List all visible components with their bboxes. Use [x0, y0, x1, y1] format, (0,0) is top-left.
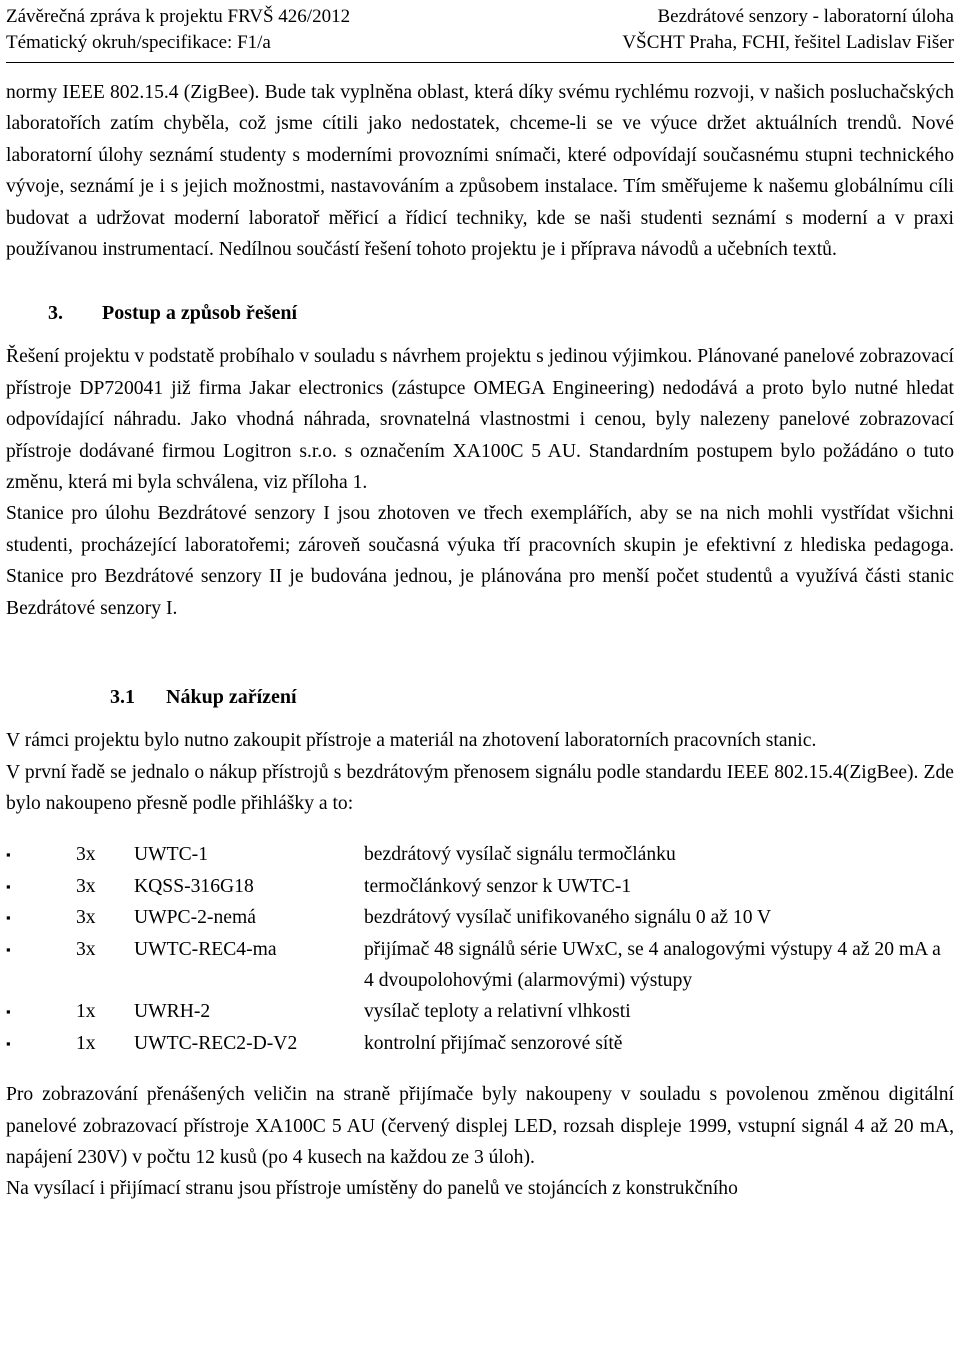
item-count: 3x	[76, 938, 96, 960]
list-item	[6, 996, 954, 1027]
section-3-1-paragraph-4: Na vysílací i přijímací stranu jsou přístroje umístěny do panelů ve stojáncích z konstrukčního	[6, 1178, 738, 1200]
intro-paragraph: normy IEEE 802.15.4 (ZigBee). Bude tak vyplněna oblast, která díky svému rychlému rozvoji, v našich posluchačských laboratořích zatím chyběla, což jsme cítili jako nedostatek, chceme-li se ve výuce držet aktuálních trendů. Nové laboratorní úlohy seznámí studenty s moderními provozními snímači, které odpovídají současnému stupni technického vývoje, seznámí je i s jejich možnostmi, nastavováním a způsobem instalace. Tím směřujeme k našemu globálnímu cíli budovat a udržovat moderní laboratoř měřicí a řídicí techniky, kde se naši studenti seznámí s moderní a v praxi používanou instrumentací. Nedílnou součástí řešení tohoto projektu je i příprava návodů a učebních textů.	[6, 82, 954, 261]
section-3-number: 3.	[48, 302, 63, 325]
bullet-icon	[6, 871, 76, 902]
header-topic: Tématický okruh/specifikace: F1/a	[6, 32, 271, 53]
section-3-1-title: Nákup zařízení	[166, 686, 297, 709]
bullet-icon	[6, 996, 76, 1027]
section-3-1-heading	[6, 682, 954, 713]
item-description: vysílač teploty a relativní vlhkosti	[364, 1001, 631, 1023]
section-3-1-number: 3.1	[110, 686, 135, 709]
item-model: UWPC-2-nemá	[134, 907, 256, 929]
bullet-icon	[6, 902, 76, 933]
item-model: UWTC-1	[134, 844, 209, 866]
item-count: 1x	[76, 1032, 96, 1054]
list-item	[6, 871, 954, 902]
section-3-title: Postup a způsob řešení	[102, 302, 298, 325]
equipment-list	[6, 839, 954, 1059]
bullet-icon	[6, 1028, 76, 1059]
bullet-icon	[6, 839, 76, 870]
item-model: UWTC-REC4-ma	[134, 938, 277, 960]
document-page	[6, 0, 954, 1205]
page-header	[6, 0, 954, 63]
header-left	[6, 4, 350, 62]
header-task-title: Bezdrátové senzory - laboratorní úloha	[657, 6, 954, 27]
item-count: 1x	[76, 1001, 96, 1023]
section-3-heading	[6, 298, 954, 329]
item-model: KQSS-316G18	[134, 875, 254, 897]
section-3-1-paragraph-1: V rámci projektu bylo nutno zakoupit přístroje a materiál na zhotovení laboratorních pracovních stanic.	[6, 730, 817, 752]
item-count: 3x	[76, 844, 96, 866]
header-project-title: Závěrečná zpráva k projektu FRVŠ 426/2012	[6, 6, 351, 27]
item-description: přijímač 48 signálů série UWxC, se 4 analogovými výstupy 4 až 20 mA a 4 dvoupolohovými (alarmovými) výstupy	[364, 938, 941, 991]
header-institution: VŠCHT Praha, FCHI, řešitel Ladislav Fišer	[622, 32, 954, 53]
section-3-1-paragraph-2: V první řadě se jednalo o nákup přístrojů s bezdrátovým přenosem signálu podle standardu IEEE 802.15.4(ZigBee). Zde bylo nakoupeno přesně podle přihlášky a to:	[6, 761, 954, 814]
list-item	[6, 1028, 954, 1059]
item-description: bezdrátový vysílač unifikovaného signálu 0 až 10 V	[364, 907, 772, 929]
item-description: kontrolní přijímač senzorové sítě	[364, 1032, 623, 1054]
bullet-icon	[6, 934, 76, 997]
list-item	[6, 934, 954, 997]
item-model: UWTC-REC2-D-V2	[134, 1032, 298, 1054]
section-3-1-paragraph-3: Pro zobrazování přenášených veličin na straně přijímače byly nakoupeny v souladu s povolenou změnou digitální panelové zobrazovací přístroje XA100C 5 AU (červený displej LED, rozsah displeje 1999, vstupní signál 4 až 20 mA, napájení 230V) v počtu 12 kusů (po 4 kusech na každou ze 3 úloh).	[6, 1084, 954, 1168]
item-count: 3x	[76, 907, 96, 929]
section-3-paragraph-2: Stanice pro úlohu Bezdrátové senzory I jsou zhotoven ve třech exemplářích, aby se na nich mohli vystřídat všichni studenti, procházející laboratořemi; zároveň současná výuka tří pracovních skupin je efektivní z hlediska pedagoga. Stanice pro Bezdrátové senzory II je budována jednou, je plánována pro menší počet studentů a využívá části stanic Bezdrátové senzory I.	[6, 503, 954, 619]
header-right	[622, 4, 954, 62]
list-item	[6, 902, 954, 933]
item-description: bezdrátový vysílač signálu termočlánku	[364, 844, 676, 866]
item-description: termočlánkový senzor k UWTC-1	[364, 875, 632, 897]
item-model: UWRH-2	[134, 1001, 211, 1023]
list-item	[6, 839, 954, 870]
section-3-paragraph-1: Řešení projektu v podstatě probíhalo v souladu s návrhem projektu s jedinou výjimkou. Plánované panelové zobrazovací přístroje DP720041 již firma Jakar electronics (zástupce OMEGA Engineering) nedodává a proto bylo nutné hledat odpovídající náhradu. Jako vhodná náhrada, srovnatelná vlastnostmi i cenou, byly nalezeny panelové zobrazovací přístroje dodávané firmou Logitron s.r.o. s označením XA100C 5 AU. Standardním postupem bylo požádáno o tuto změnu, která mi byla schválena, viz příloha 1.	[6, 346, 954, 494]
item-count: 3x	[76, 875, 96, 897]
